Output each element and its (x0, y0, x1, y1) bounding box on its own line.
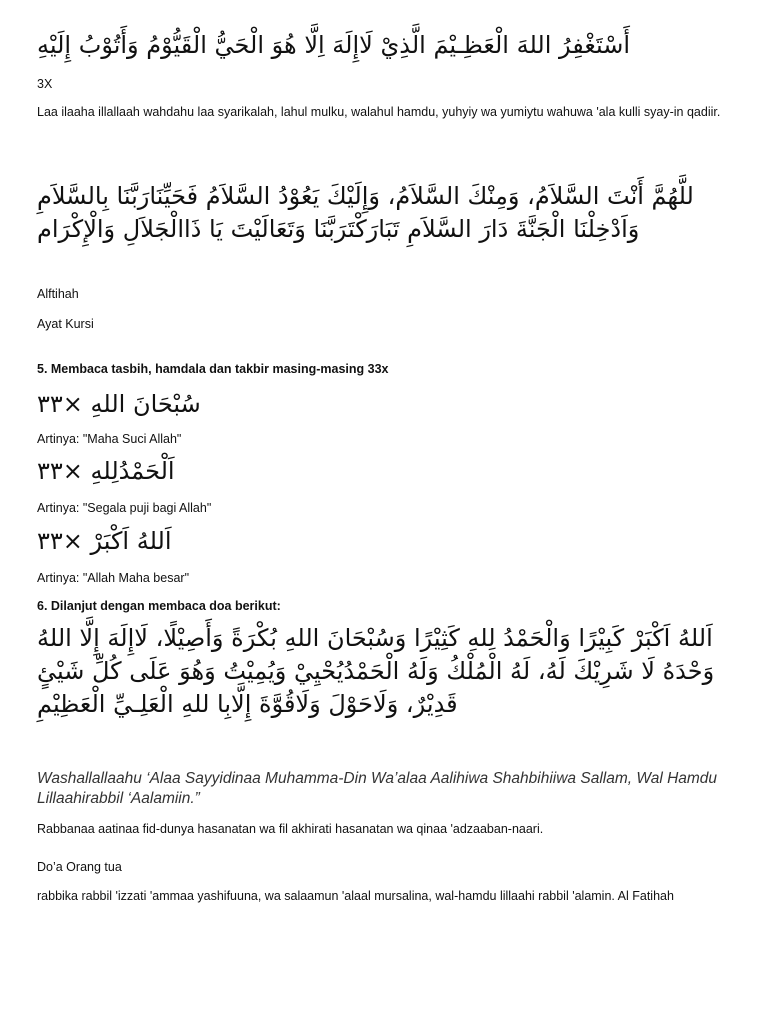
count-label: 3X (37, 77, 53, 91)
tasbih-arabic: سُبْحَانَ اللهِ ×٣٣ (37, 390, 201, 418)
heading-5: 5. Membaca tasbih, hamdala dan takbir masing-masing 33x (37, 362, 389, 376)
istighfar-arabic: أَسْتَغْفِرُ اللهَ الْعَظِـيْمَ الَّذِيْ لَاإِلَهَ اِلَّا هُوَ الْحَيُّ الْقَيُّوْمُ وَأَتُوْبُ إِلَيْهِ (37, 31, 630, 59)
takbir-arabic: اَللهُ اَكْبَرْ ×٣٣ (37, 527, 172, 555)
tasbih-meaning: Artinya: "Maha Suci Allah" (37, 432, 182, 446)
doa-orang-tua-heading: Do’a Orang tua (37, 860, 122, 874)
alfatihah-label: Alftihah (37, 287, 79, 301)
takbir-meaning: Artinya: "Allah Maha besar" (37, 571, 190, 585)
closing-latin: rabbika rabbil 'izzati 'ammaa yashifuuna, wa salaamun 'alaal mursalina, wal-hamdu lillaahi rabbil 'alamin. Al Fatihah (37, 889, 674, 903)
heading-6: 6. Dilanjut dengan membaca doa berikut: (37, 599, 281, 613)
doa-arabic: اَللهُ اَكْبَرْ كَبِيْرًا وَالْحَمْدُ لِلهِ كَثِيْرًا وَسُبْحَانَ اللهِ بُكْرَةً وَأَصِيْلًا، لَاإِلَهَ إِلَّا اللهُ وَحْدَهُ لَا شَرِيْكَ لَهُ، لَهُ الْمُلْكُ وَلَهُ الْحَمْدُيُحْيِيْ وَيُمِيْتُ وَهُوَ عَلَى كُلِّ شَيْئٍ قَدِيْرٌ، وَلَاحَوْلَ وَلَاقُوَّةَ إِلَّابِا للهِ الْعَلِـيِّ الْعَظِيْمِ (37, 624, 715, 718)
tahmid-meaning: Artinya: "Segala puji bagi Allah" (37, 501, 212, 515)
shalawat-latin: Washallallaahu ‘Alaa Sayyidinaa Muhamma-Din Wa’alaa Aalihiwa Shahbihiiwa Sallam, Wal Hamdu Lillaahirabbil ‘Aalamiin.” (37, 770, 718, 807)
tahlil-latin: Laa ilaaha illallaah wahdahu laa syarikalah, lahul mulku, walahul hamdu, yuhyiy wa yumiytu wahuwa 'ala kulli syay-in qadiir. (37, 105, 721, 119)
rabbana-latin: Rabbanaa aatinaa fid-dunya hasanatan wa fil akhirati hasanatan wa qinaa 'adzaaban-naari. (37, 822, 544, 836)
tahmid-arabic: اَلْحَمْدُلِلهِ ×٣٣ (37, 457, 175, 485)
salam-arabic: للَّهُمَّ أَنْتَ السَّلاَمُ، وَمِنْكَ السَّلاَمُ، وَإِلَيْكَ يَعُوْدُ السَّلاَمُ فَحَيِّنَارَبَّنَا بِالسَّلاَمِ وَاَدْخِلْنَا الْجَنَّةَ دَارَ السَّلاَمِ تَبَارَكْتَرَبَّنَا وَتَعَالَيْتَ يَا ذَاالْجَلاَلِ وَالْإِكْرَام (37, 182, 694, 243)
ayat-kursi-label: Ayat Kursi (37, 317, 94, 331)
